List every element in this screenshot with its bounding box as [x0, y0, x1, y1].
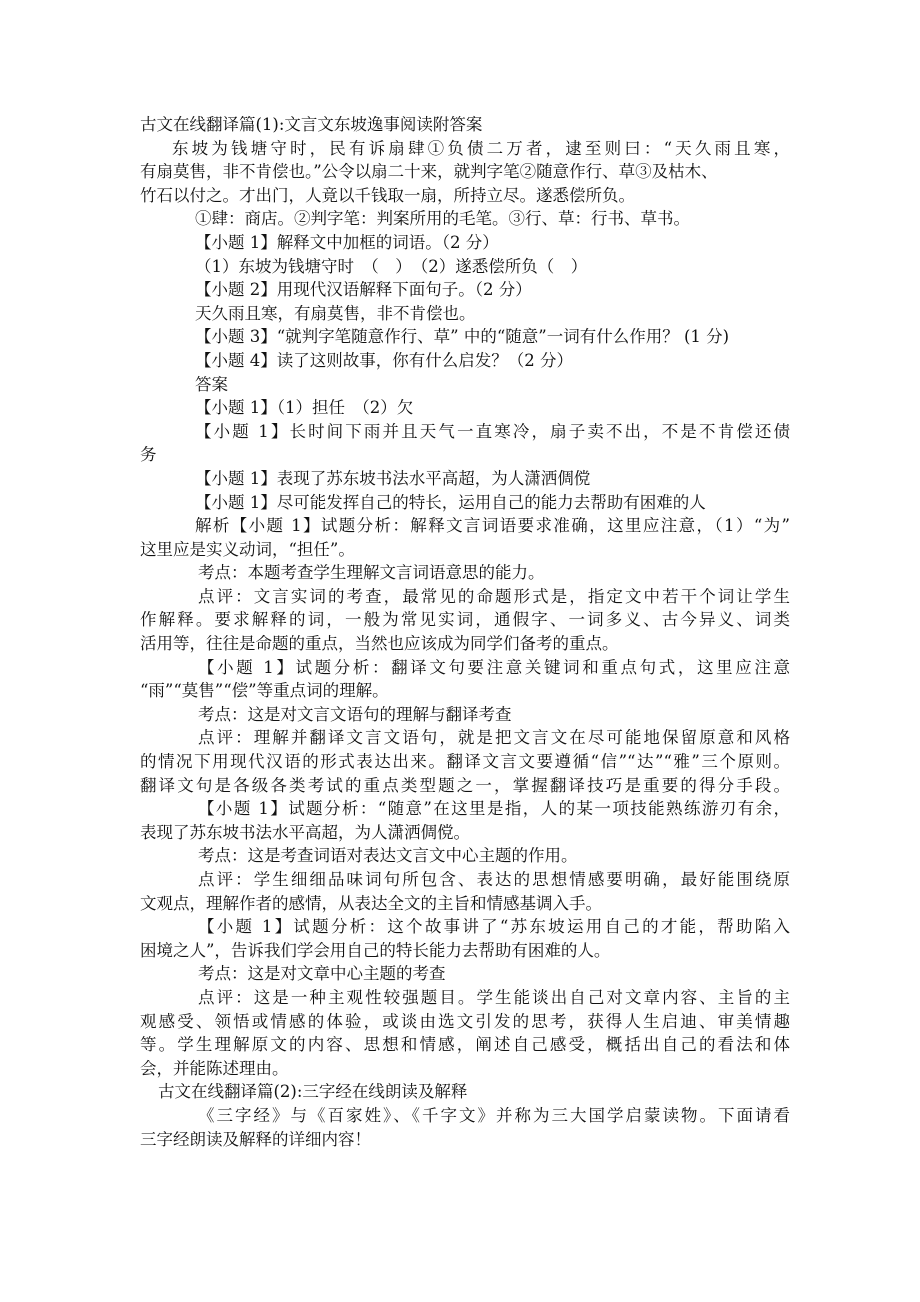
- analysis-line: 困境之人”，告诉我们学会用自己的特长能力去帮助有困难的人。: [140, 940, 611, 960]
- paragraph-line: 有扇莫售，非不肯偿也。”公令以扇二十来，就判字笔②随意作行、草③及枯木、: [140, 162, 718, 182]
- analysis-line: 等。学生理解原文的内容、思想和情感，阐述自己感受，概括出自己的看法和体: [140, 1035, 790, 1055]
- analysis-line: 表现了苏东坡书法水平高超，为人潇洒倜傥。: [140, 822, 470, 842]
- section-title-1: 古文在线翻译篇(1):文言文东坡逸事阅读附答案: [140, 115, 483, 134]
- answer-line: 【小题 1】（1）担任 （2）欠: [195, 398, 414, 418]
- analysis-line: 考点：这是对文言文语句的理解与翻译考查: [198, 704, 512, 724]
- analysis-line: 点评：文言实词的考查，最常见的命题形式是，指定文中若干个词让学生: [198, 586, 790, 606]
- analysis-line: 观感受、领悟或情感的体验，或谈由选文引发的思考，获得人生启迪、审美情趣: [140, 1011, 790, 1031]
- analysis-line: 文观点，理解作者的感情，从表达全文的主旨和情感基调入手。: [140, 893, 602, 913]
- answer-line: 务: [140, 445, 157, 465]
- footnote-line: ①肆：商店。②判字笔：判案所用的毛笔。③行、草：行书、草书。: [195, 209, 690, 229]
- question-line: 【小题 4】读了这则故事，你有什么启发？（2 分）: [195, 350, 573, 370]
- analysis-line: 的情况下用现代汉语的形式表达出来。翻译文言文要遵循“信”“达”“雅”三个原则。: [140, 752, 790, 772]
- analysis-line: 点评：学生细细品味词句所包含、表达的思想情感要明确，最好能围绕原: [198, 870, 790, 889]
- analysis-line: 解析【小题 1】试题分析：解释文言词语要求准确，这里应注意，（1）“为”: [195, 516, 790, 536]
- analysis-line: 考点：本题考查学生理解文言词语意思的能力。: [198, 563, 545, 583]
- paragraph-line: 《三字经》与《百家姓》、《千字文》并称为三大国学启蒙读物。下面请看: [198, 1105, 790, 1125]
- analysis-line: 考点：这是考查词语对表达文言文中心主题的作用。: [198, 846, 578, 866]
- analysis-line: 点评：理解并翻译文言文语句，就是把文言文在尽可能地保留原意和风格: [198, 728, 790, 748]
- answer-line: 【小题 1】长时间下雨并且天气一直寒冷，扇子卖不出，不是不肯偿还债: [195, 421, 790, 441]
- answer-line: 【小题 1】尽可能发挥自己的特长，运用自己的能力去帮助有困难的人: [195, 492, 706, 512]
- question-line: 天久雨且寒，有扇莫售，非不肯偿也。: [195, 303, 476, 323]
- paragraph-line: 三字经朗读及解释的详细内容！: [140, 1129, 371, 1149]
- analysis-line: 活用等，往往是命题的重点，当然也应该成为同学们备考的重点。: [140, 634, 619, 654]
- question-line: （1）东坡为钱塘守时 （ ） （2）遂悉偿所负（ ）: [195, 256, 588, 276]
- analysis-line: 【小题 1】试题分析：“随意”在这里是指，人的某一项技能熟练游刃有余，: [198, 799, 790, 819]
- answer-line: 【小题 1】表现了苏东坡书法水平高超，为人潇洒倜傥: [195, 468, 591, 488]
- section-title-2: 古文在线翻译篇(2):三字经在线朗读及解释: [158, 1082, 468, 1102]
- analysis-line: 作解释。要求解释的词，一般为常见实词，通假字、一词多义、古今异义、词类: [140, 610, 790, 630]
- analysis-line: 会，并能陈述理由。: [140, 1058, 289, 1078]
- analysis-line: 点评：这是一种主观性较强题目。学生能谈出自己对文章内容、主旨的主: [198, 987, 790, 1007]
- answer-heading: 答案: [195, 374, 228, 394]
- analysis-line: “雨”“莫售”“偿”等重点词的理解。: [140, 681, 389, 701]
- analysis-line: 【小题 1】试题分析：翻译文句要注意关键词和重点句式，这里应注意: [198, 657, 790, 677]
- analysis-line: 翻译文句是各级各类考试的重点类型题之一，掌握翻译技巧是重要的得分手段。: [140, 775, 790, 795]
- paragraph-line: 竹石以付之。才出门，人竟以千钱取一扇，所持立尽。遂悉偿所负。: [140, 185, 635, 205]
- paragraph-line: 东坡为钱塘守时，民有诉扇肆①负债二万者，逮至则曰：“天久雨且寒，: [172, 138, 790, 158]
- document-body: [140, 113, 790, 1151]
- question-line: 【小题 3】“就判字笔随意作行、草” 中的“随意”一词有什么作用？ (1 分): [195, 327, 730, 347]
- analysis-line: 考点：这是对文章中心主题的考查: [198, 964, 446, 984]
- question-line: 【小题 1】解释文中加框的词语。（2 分）: [195, 232, 499, 252]
- question-line: 【小题 2】用现代汉语解释下面句子。（2 分）: [195, 280, 532, 300]
- analysis-line: 【小题 1】试题分析：这个故事讲了“苏东坡运用自己的才能，帮助陷入: [198, 917, 790, 937]
- analysis-line: 这里应是实义动词，“担任”。: [140, 539, 355, 559]
